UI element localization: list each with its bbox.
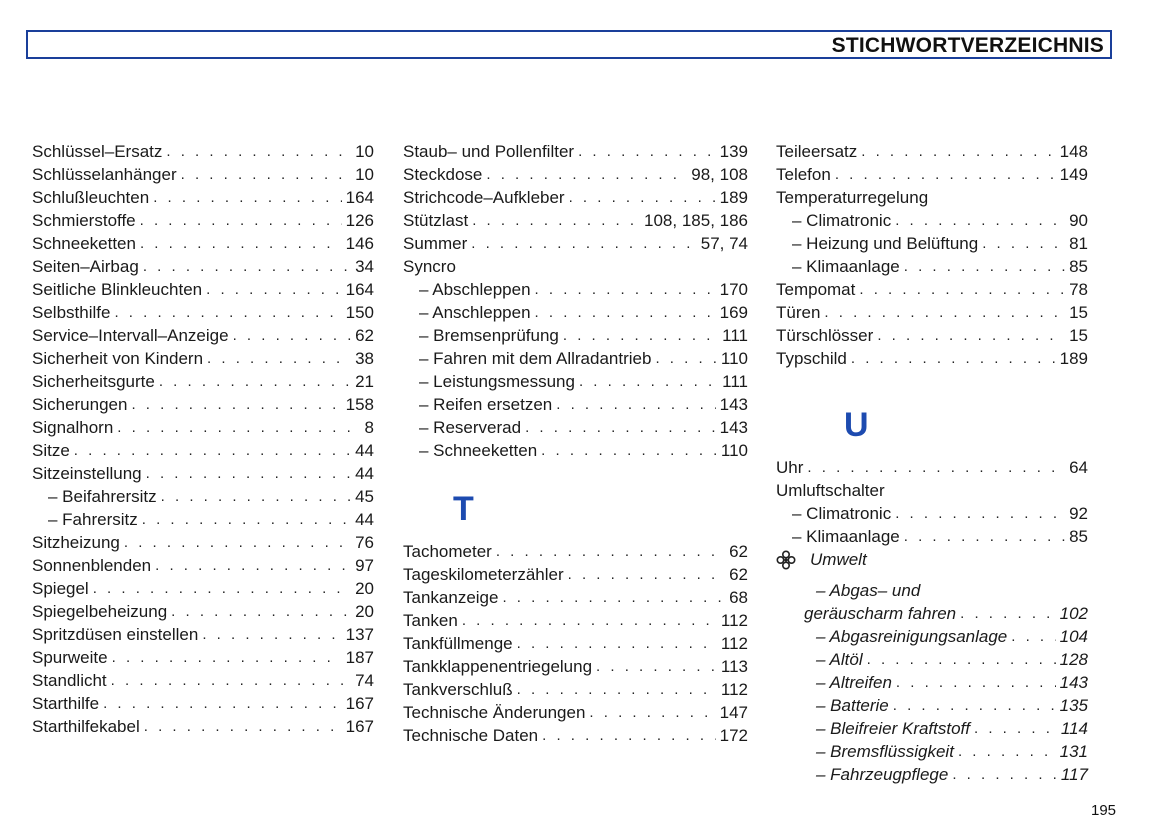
index-entry-label: Standlicht bbox=[32, 671, 107, 690]
index-entry bbox=[776, 648, 1088, 671]
index-entry bbox=[403, 209, 748, 232]
index-entry bbox=[776, 347, 1088, 370]
dot-leader bbox=[541, 440, 717, 462]
index-entry-label: Tageskilometerzähler bbox=[403, 565, 564, 584]
index-entry-label: Schneeketten bbox=[32, 234, 136, 253]
dot-leader bbox=[896, 672, 1056, 694]
index-entry-page: 117 bbox=[1060, 765, 1088, 784]
index-entry-page: 148 bbox=[1059, 142, 1088, 161]
index-entry-label: geräuscharm fahren bbox=[804, 604, 957, 623]
index-entry-page: 62 bbox=[729, 542, 748, 561]
index-entry-label: Teileersatz bbox=[776, 142, 858, 161]
index-entry-page: 164 bbox=[345, 280, 374, 299]
dot-leader bbox=[655, 348, 716, 370]
index-entry-page: 44 bbox=[355, 510, 374, 529]
index-entry-page: 150 bbox=[345, 303, 374, 322]
index-column-3 bbox=[776, 140, 1088, 786]
index-entry bbox=[32, 370, 374, 393]
index-entry-page: 38 bbox=[355, 349, 374, 368]
index-entry-page: 111 bbox=[722, 326, 748, 345]
index-entry bbox=[32, 278, 374, 301]
index-entry bbox=[403, 255, 748, 278]
index-entry bbox=[32, 715, 374, 738]
index-entry-page: 57, 74 bbox=[700, 234, 748, 253]
index-entry bbox=[403, 301, 748, 324]
dot-leader bbox=[960, 603, 1055, 625]
dot-leader bbox=[471, 233, 697, 255]
index-entry bbox=[32, 508, 374, 531]
index-entry-page: 10 bbox=[355, 165, 374, 184]
index-entry-page: 170 bbox=[719, 280, 748, 299]
index-entry bbox=[403, 186, 748, 209]
index-entry bbox=[776, 255, 1088, 278]
dot-leader bbox=[131, 394, 341, 416]
dot-leader bbox=[74, 440, 351, 462]
index-entry-page: 90 bbox=[1069, 211, 1088, 230]
index-entry-label: Seitliche Blinkleuchten bbox=[32, 280, 203, 299]
index-entry bbox=[32, 623, 374, 646]
index-column-1 bbox=[32, 140, 374, 738]
index-entry bbox=[776, 694, 1088, 717]
dot-leader bbox=[895, 503, 1065, 525]
dot-leader bbox=[952, 764, 1057, 786]
index-entry-label: – Anschleppen bbox=[419, 303, 531, 322]
index-entry-page: 78 bbox=[1069, 280, 1088, 299]
index-entry-label: Summer bbox=[403, 234, 468, 253]
dot-leader bbox=[112, 647, 342, 669]
dot-leader bbox=[578, 141, 716, 163]
index-entry-label: Schlußleuchten bbox=[32, 188, 150, 207]
dot-leader bbox=[233, 325, 352, 347]
page-number: 195 bbox=[1091, 802, 1117, 819]
index-entry bbox=[776, 163, 1088, 186]
index-entry bbox=[32, 554, 374, 577]
index-entry bbox=[776, 456, 1088, 479]
index-entry bbox=[403, 416, 748, 439]
index-entry bbox=[32, 531, 374, 554]
index-entry-label: Spiegelbeheizung bbox=[32, 602, 168, 621]
dot-leader bbox=[462, 610, 717, 632]
index-entry bbox=[32, 347, 374, 370]
index-entry-label: Tankverschluß bbox=[403, 680, 513, 699]
index-entry-page: 21 bbox=[355, 372, 374, 391]
index-entry-label: Typschild bbox=[776, 349, 847, 368]
dot-leader bbox=[155, 555, 351, 577]
index-entry-page: 85 bbox=[1069, 527, 1088, 546]
index-entry bbox=[776, 502, 1088, 525]
index-entry-label: – Batterie bbox=[816, 696, 889, 715]
dot-leader bbox=[143, 256, 351, 278]
index-entry-page: 85 bbox=[1069, 257, 1088, 276]
index-entry-page: 34 bbox=[355, 257, 374, 276]
index-entry-page: 110 bbox=[720, 441, 748, 460]
index-entry-label: – Reifen ersetzen bbox=[419, 395, 553, 414]
index-entry-page: 108, 185, 186 bbox=[644, 211, 748, 230]
dot-leader bbox=[207, 348, 351, 370]
index-entry-continuation bbox=[776, 602, 1088, 625]
index-entry-label: – Abschleppen bbox=[419, 280, 531, 299]
dot-leader bbox=[904, 256, 1065, 278]
index-entry-page: 15 bbox=[1069, 303, 1088, 322]
index-entry-label: Staub– und Pollenfilter bbox=[403, 142, 575, 161]
dot-leader bbox=[517, 679, 717, 701]
index-entry bbox=[776, 232, 1088, 255]
index-entry-page: 164 bbox=[345, 188, 374, 207]
index-entry-label: Tempomat bbox=[776, 280, 856, 299]
index-entry-label: Türschlösser bbox=[776, 326, 874, 345]
index-entry-label: – Altreifen bbox=[816, 673, 892, 692]
dot-leader bbox=[835, 164, 1056, 186]
environment-heading-label: Umwelt bbox=[810, 549, 867, 569]
index-entry-page: 114 bbox=[1060, 719, 1088, 738]
index-entry bbox=[776, 671, 1088, 694]
index-entry-page: 45 bbox=[355, 487, 374, 506]
index-entry-page: 81 bbox=[1069, 234, 1088, 253]
index-entry bbox=[403, 140, 748, 163]
index-entry-page: 167 bbox=[345, 694, 374, 713]
index-entry bbox=[776, 717, 1088, 740]
index-entry bbox=[32, 600, 374, 623]
index-entry-label: Telefon bbox=[776, 165, 831, 184]
index-entry-page: 139 bbox=[719, 142, 748, 161]
dot-leader bbox=[904, 526, 1065, 548]
index-entry-label: Technische Daten bbox=[403, 726, 539, 745]
dot-leader bbox=[142, 509, 351, 531]
dot-leader bbox=[117, 417, 360, 439]
index-entry-page: 112 bbox=[720, 680, 748, 699]
index-entry bbox=[32, 462, 374, 485]
index-entry bbox=[403, 278, 748, 301]
index-entry-page: 97 bbox=[355, 556, 374, 575]
index-entry-label: – Climatronic bbox=[792, 504, 892, 523]
index-entry-label: Tankfüllmenge bbox=[403, 634, 513, 653]
index-entry bbox=[403, 439, 748, 462]
index-entry-label: Spurweite bbox=[32, 648, 108, 667]
index-entry-label: Seiten–Airbag bbox=[32, 257, 139, 276]
index-entry-page: 113 bbox=[720, 657, 748, 676]
dot-leader bbox=[563, 325, 718, 347]
index-entry bbox=[32, 416, 374, 439]
index-entry-page: 147 bbox=[719, 703, 748, 722]
index-entry-label: – Klimaanlage bbox=[792, 527, 900, 546]
index-entry-page: 76 bbox=[355, 533, 374, 552]
index-entry bbox=[32, 646, 374, 669]
dot-leader bbox=[535, 279, 716, 301]
dot-leader bbox=[893, 695, 1056, 717]
index-entry bbox=[776, 525, 1088, 548]
dot-leader bbox=[153, 187, 341, 209]
dot-leader bbox=[895, 210, 1065, 232]
dot-leader bbox=[181, 164, 351, 186]
index-entry-label: – Fahrzeugpflege bbox=[816, 765, 949, 784]
index-entry bbox=[403, 586, 748, 609]
index-entry-label: Stützlast bbox=[403, 211, 469, 230]
index-entry bbox=[776, 479, 1088, 502]
index-entry-page: 10 bbox=[355, 142, 374, 161]
index-entry-label: Tachometer bbox=[403, 542, 492, 561]
index-entry-label: – Reserverad bbox=[419, 418, 522, 437]
index-entry-label: Sicherheitsgurte bbox=[32, 372, 155, 391]
index-entry-page: 15 bbox=[1069, 326, 1088, 345]
index-entry-page: 128 bbox=[1059, 650, 1088, 669]
index-entry-page: 143 bbox=[719, 418, 748, 437]
index-entry-page: 112 bbox=[720, 634, 748, 653]
dot-leader bbox=[93, 578, 351, 600]
dot-leader bbox=[202, 624, 341, 646]
dot-leader bbox=[569, 187, 716, 209]
index-entry-label: Selbsthilfe bbox=[32, 303, 111, 322]
index-entry-label: Türen bbox=[776, 303, 821, 322]
index-entry bbox=[403, 701, 748, 724]
index-entry-label: – Fahrersitz bbox=[48, 510, 138, 529]
index-entry-page: 62 bbox=[729, 565, 748, 584]
index-entry-page: 112 bbox=[720, 611, 748, 630]
index-entry bbox=[403, 724, 748, 747]
index-entry bbox=[32, 232, 374, 255]
dot-leader bbox=[974, 718, 1057, 740]
index-entry-page: 143 bbox=[1059, 673, 1088, 692]
dot-leader bbox=[171, 601, 351, 623]
dot-leader bbox=[114, 302, 341, 324]
index-entry bbox=[776, 580, 1088, 602]
index-entry-page: 169 bbox=[719, 303, 748, 322]
dot-leader bbox=[140, 233, 342, 255]
index-entry-label: – Bleifreier Kraftstoff bbox=[816, 719, 971, 738]
index-entry-page: 44 bbox=[355, 464, 374, 483]
index-entry-page: 135 bbox=[1059, 696, 1088, 715]
index-entry-label: Steckdose bbox=[403, 165, 483, 184]
index-entry-page: 92 bbox=[1069, 504, 1088, 523]
dot-leader bbox=[111, 670, 351, 692]
index-entry bbox=[32, 393, 374, 416]
index-entry-label: – Heizung und Belüftung bbox=[792, 234, 979, 253]
index-entry bbox=[32, 163, 374, 186]
index-entry-label: – Fahren mit dem Allradantrieb bbox=[419, 349, 652, 368]
index-entry bbox=[32, 324, 374, 347]
index-entry bbox=[403, 609, 748, 632]
index-entry bbox=[32, 186, 374, 209]
index-entry bbox=[776, 740, 1088, 763]
index-entry-label: Schmierstoffe bbox=[32, 211, 136, 230]
index-entry bbox=[403, 540, 748, 563]
index-entry-label: – Abgasreinigungsanlage bbox=[816, 627, 1008, 646]
dot-leader bbox=[877, 325, 1065, 347]
dot-leader bbox=[556, 394, 715, 416]
index-entry-page: 44 bbox=[355, 441, 374, 460]
dot-leader bbox=[542, 725, 715, 747]
index-entry-page: 131 bbox=[1059, 742, 1088, 761]
index-entry-page: 68 bbox=[729, 588, 748, 607]
index-entry-label: – Klimaanlage bbox=[792, 257, 900, 276]
dot-leader bbox=[161, 486, 351, 508]
index-entry bbox=[32, 692, 374, 715]
index-entry bbox=[32, 209, 374, 232]
index-entry-page: 64 bbox=[1069, 458, 1088, 477]
index-entry bbox=[403, 678, 748, 701]
index-entry-label: – Bremsenprüfung bbox=[419, 326, 559, 345]
index-entry-page: 158 bbox=[345, 395, 374, 414]
index-entry-label: Temperaturregelung bbox=[776, 188, 929, 207]
dot-leader bbox=[589, 702, 715, 724]
index-entry-page: 104 bbox=[1059, 627, 1088, 646]
header-bar bbox=[26, 30, 1112, 59]
section-letter-u: U bbox=[844, 405, 869, 444]
index-entry bbox=[403, 163, 748, 186]
dot-leader bbox=[851, 348, 1056, 370]
dot-leader bbox=[807, 457, 1065, 479]
index-entry-page: 110 bbox=[720, 349, 748, 368]
index-entry-label: – Altöl bbox=[816, 650, 863, 669]
dot-leader bbox=[517, 633, 717, 655]
index-entry-label: Sitze bbox=[32, 441, 70, 460]
index-entry bbox=[776, 140, 1088, 163]
index-entry-label: Schlüssel–Ersatz bbox=[32, 142, 163, 161]
index-entry bbox=[32, 301, 374, 324]
dot-leader bbox=[958, 741, 1056, 763]
index-entry-page: 74 bbox=[355, 671, 374, 690]
index-entry-page: 98, 108 bbox=[691, 165, 748, 184]
dot-leader bbox=[982, 233, 1065, 255]
index-entry bbox=[32, 669, 374, 692]
index-entry-page: 172 bbox=[719, 726, 748, 745]
dot-leader bbox=[824, 302, 1065, 324]
dot-leader bbox=[124, 532, 351, 554]
index-entry-page: 62 bbox=[355, 326, 374, 345]
index-entry bbox=[403, 655, 748, 678]
dot-leader bbox=[535, 302, 716, 324]
index-entry-page: 20 bbox=[355, 602, 374, 621]
index-entry-page: 146 bbox=[345, 234, 374, 253]
index-entry-page: 189 bbox=[719, 188, 748, 207]
index-entry-page: 149 bbox=[1059, 165, 1088, 184]
index-entry bbox=[776, 301, 1088, 324]
index-entry-label: Starthilfekabel bbox=[32, 717, 140, 736]
index-entry-label: – Beifahrersitz bbox=[48, 487, 157, 506]
dot-leader bbox=[103, 693, 342, 715]
index-entry bbox=[32, 439, 374, 462]
index-entry-label: Spritzdüsen einstellen bbox=[32, 625, 199, 644]
index-entry-page: 189 bbox=[1059, 349, 1088, 368]
index-entry bbox=[776, 209, 1088, 232]
index-column-2 bbox=[403, 140, 748, 747]
index-entry-label: Starthilfe bbox=[32, 694, 100, 713]
index-entry-label: Tanken bbox=[403, 611, 458, 630]
index-entry bbox=[403, 324, 748, 347]
index-entry bbox=[776, 186, 1088, 209]
index-entry-label: Umluftschalter bbox=[776, 481, 885, 500]
index-entry-page: 143 bbox=[719, 395, 748, 414]
index-entry bbox=[776, 625, 1088, 648]
index-entry bbox=[403, 347, 748, 370]
index-entry-label: – Schneeketten bbox=[419, 441, 538, 460]
environment-heading bbox=[776, 548, 1088, 571]
section-letter-t: T bbox=[453, 489, 474, 528]
index-entry-label: Uhr bbox=[776, 458, 804, 477]
dot-leader bbox=[496, 541, 725, 563]
index-entry-label: Sitzheizung bbox=[32, 533, 120, 552]
index-entry bbox=[403, 393, 748, 416]
index-entry bbox=[403, 370, 748, 393]
dot-leader bbox=[1011, 626, 1055, 648]
dot-leader bbox=[596, 656, 717, 678]
dot-leader bbox=[472, 210, 640, 232]
index-entry-label: – Abgas– und bbox=[816, 581, 921, 600]
dot-leader bbox=[861, 141, 1055, 163]
index-entry-label: – Climatronic bbox=[792, 211, 892, 230]
index-entry-label: – Bremsflüssigkeit bbox=[816, 742, 954, 761]
index-entry bbox=[403, 232, 748, 255]
index-entry-label: Sicherungen bbox=[32, 395, 128, 414]
dot-leader bbox=[159, 371, 351, 393]
dot-leader bbox=[568, 564, 725, 586]
index-entry bbox=[32, 140, 374, 163]
dot-leader bbox=[579, 371, 718, 393]
index-entry-page: 102 bbox=[1059, 604, 1088, 623]
index-entry-label: Tankklappenentriegelung bbox=[403, 657, 593, 676]
index-entry-label: Technische Änderungen bbox=[403, 703, 586, 722]
index-entry-page: 126 bbox=[345, 211, 374, 230]
index-entry bbox=[32, 577, 374, 600]
index-entry bbox=[403, 632, 748, 655]
index-entry-label: Sonnenblenden bbox=[32, 556, 152, 575]
index-entry-page: 111 bbox=[722, 372, 748, 391]
index-entry bbox=[776, 278, 1088, 301]
dot-leader bbox=[206, 279, 342, 301]
dot-leader bbox=[144, 716, 342, 738]
index-entry bbox=[32, 255, 374, 278]
index-entry-page: 187 bbox=[345, 648, 374, 667]
index-entry-label: Syncro bbox=[403, 257, 456, 276]
dot-leader bbox=[486, 164, 687, 186]
page-title: STICHWORTVERZEICHNIS bbox=[831, 34, 1104, 57]
dot-leader bbox=[867, 649, 1056, 671]
index-entry-label: – Leistungsmessung bbox=[419, 372, 575, 391]
index-entry-label: Strichcode–Aufkleber bbox=[403, 188, 565, 207]
dot-leader bbox=[502, 587, 725, 609]
dot-leader bbox=[859, 279, 1065, 301]
dot-leader bbox=[525, 417, 716, 439]
index-entry bbox=[32, 485, 374, 508]
index-entry bbox=[776, 324, 1088, 347]
dot-leader bbox=[166, 141, 351, 163]
index-entry-label: Spiegel bbox=[32, 579, 89, 598]
dot-leader bbox=[140, 210, 342, 232]
index-entry-label: Signalhorn bbox=[32, 418, 114, 437]
index-entry bbox=[403, 563, 748, 586]
index-entry bbox=[776, 763, 1088, 786]
environment-flower-icon bbox=[776, 550, 796, 570]
index-entry-page: 8 bbox=[364, 418, 374, 437]
index-entry-page: 167 bbox=[345, 717, 374, 736]
index-entry-label: Schlüsselanhänger bbox=[32, 165, 177, 184]
index-entry-page: 20 bbox=[355, 579, 374, 598]
index-entry-label: Sitzeinstellung bbox=[32, 464, 142, 483]
index-entry-page: 137 bbox=[345, 625, 374, 644]
dot-leader bbox=[146, 463, 351, 485]
index-entry-label: Sicherheit von Kindern bbox=[32, 349, 204, 368]
index-entry-label: Tankanzeige bbox=[403, 588, 499, 607]
index-entry-label: Service–Intervall–Anzeige bbox=[32, 326, 229, 345]
